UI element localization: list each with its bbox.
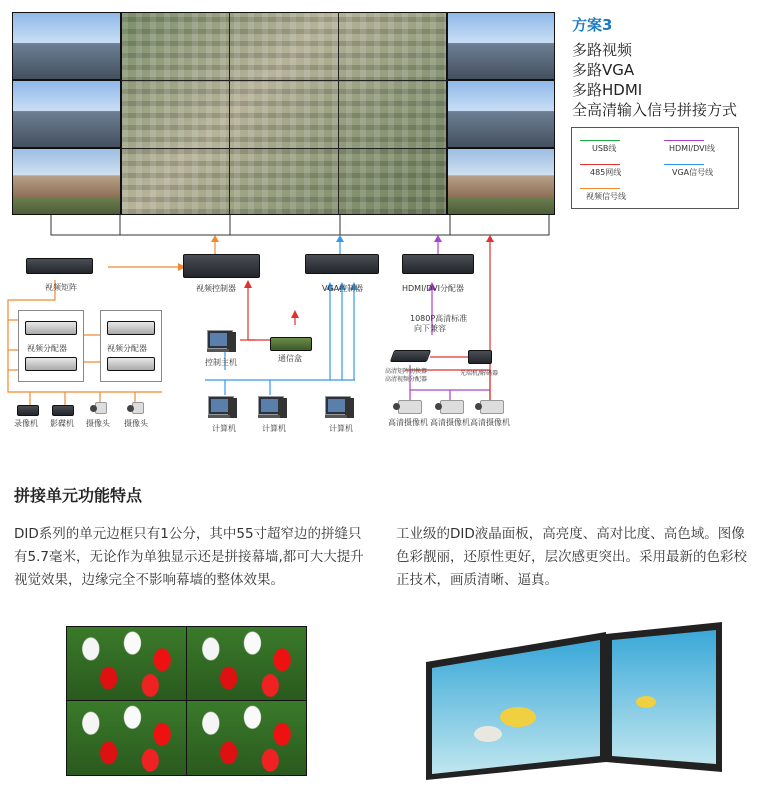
optical-caption: 光端机/解码器 — [460, 370, 499, 377]
hd-switcher2-caption: 高清视频分配器 — [385, 376, 428, 383]
pc1-caption: 计算机 — [212, 424, 236, 433]
dvd-device — [52, 405, 74, 416]
comm-box-caption: 通信盒 — [278, 354, 302, 363]
hd-switcher-device — [390, 350, 431, 362]
camera2-caption: 摄像头 — [124, 419, 148, 428]
hd-camera-icon — [440, 400, 464, 414]
video-controller-caption: 视频控制器 — [196, 284, 236, 293]
wall-tile — [12, 12, 121, 80]
legend-485: 485网线 — [590, 168, 622, 177]
legend-hdmi: HDMI/DVI线 — [669, 144, 715, 153]
video-splitter-box — [18, 310, 84, 382]
vga-controller-caption: VGA控制器 — [322, 284, 364, 293]
note-1080: 1080P高清标准 — [410, 314, 468, 323]
video-matrix-device — [26, 258, 93, 274]
computer-1 — [208, 396, 238, 420]
features-title: 拼接单元功能特点 — [14, 486, 143, 505]
computer-3 — [325, 396, 355, 420]
legend-usb: USB线 — [592, 144, 617, 153]
dvd-caption: 影碟机 — [50, 419, 74, 428]
tulip-wall-image — [66, 626, 307, 776]
recorder-device — [17, 405, 39, 416]
splitter-unit — [107, 357, 155, 371]
splitter-unit — [107, 321, 155, 335]
hd-camera-icon — [480, 400, 504, 414]
scheme-title: 方案3 — [572, 16, 613, 34]
hdmi-splitter-caption: HDMI/DVI分配器 — [402, 284, 464, 293]
camera-caption: 摄像头 — [86, 419, 110, 428]
scheme-line: 多路HDMI — [572, 81, 643, 99]
control-host-caption: 控制主机 — [205, 358, 237, 367]
vga-controller-device — [305, 254, 379, 274]
video-wall — [12, 12, 555, 215]
video-controller-device — [183, 254, 260, 278]
hd-camera-icon — [398, 400, 422, 414]
pc2-caption: 计算机 — [262, 424, 286, 433]
wall-tile — [447, 12, 555, 80]
comm-box-device — [270, 337, 312, 351]
optical-device — [468, 350, 492, 364]
scheme-line: 全高清输入信号拼接方式 — [572, 101, 738, 119]
video-splitter-caption: 视频分配器 — [27, 344, 67, 353]
control-host-computer — [207, 330, 237, 354]
camera-icon — [132, 402, 144, 414]
splitter-unit — [25, 321, 77, 335]
scheme-line: 多路VGA — [572, 61, 635, 79]
feature-left-text: DID系列的单元边框只有1公分，其中55寸超窄边的拼缝只有5.7毫米，无论作为单独显示还是拼接幕墙,都可大大提升视觉效果，边缘完全不影响幕墙的整体效果。 — [14, 526, 364, 588]
camera-icon — [95, 402, 107, 414]
hdcam2-caption: 高清摄像机 — [430, 418, 470, 427]
hdcam1-caption: 高清摄像机 — [388, 418, 428, 427]
legend-video: 视频信号线 — [586, 192, 626, 201]
recorder-caption: 录像机 — [14, 419, 38, 428]
cable-legend — [571, 127, 739, 209]
wall-tile — [12, 80, 121, 148]
hdcam3-caption: 高清摄像机 — [470, 418, 510, 427]
sea-panel-image — [426, 622, 724, 782]
splitter-unit — [25, 357, 77, 371]
hd-switcher-caption: 高清矩阵切换器 — [385, 368, 428, 375]
wall-center-image — [121, 12, 447, 215]
scheme-line: 多路视频 — [572, 41, 633, 59]
pc3-caption: 计算机 — [329, 424, 353, 433]
note-compat: 向下兼容 — [414, 324, 446, 333]
video-splitter-box-2 — [100, 310, 162, 382]
video-splitter2-caption: 视频分配器 — [107, 344, 147, 353]
wall-tile — [447, 80, 555, 148]
legend-vga: VGA信号线 — [672, 168, 714, 177]
computer-2 — [258, 396, 288, 420]
feature-right-text: 工业级的DID液晶面板，高亮度、高对比度、高色域。图像色彩靓丽，还原性更好，层次感更突出。采用最新的色彩校正技术，画质清晰、逼真。 — [396, 526, 747, 588]
hdmi-splitter-device — [402, 254, 474, 274]
matrix-caption: 视频矩阵 — [45, 283, 77, 292]
